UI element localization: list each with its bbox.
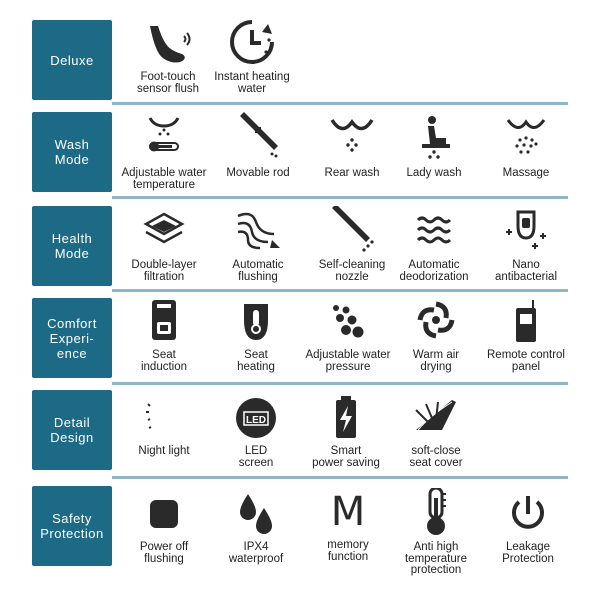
category-comfort-experience: Comfort Experi- ence bbox=[32, 298, 112, 378]
feature-label: Self-cleaning nozzle bbox=[318, 259, 386, 283]
feature-label: Lady wash bbox=[406, 167, 462, 179]
feature-label: IPX4 waterproof bbox=[228, 541, 284, 565]
feature-label: Nano antibacterial bbox=[494, 259, 557, 283]
movable-rod-icon bbox=[234, 112, 282, 160]
row-separator bbox=[112, 196, 568, 199]
feature-label: Automatic deodorization bbox=[399, 259, 469, 283]
feature-label: Anti high temperature protection bbox=[404, 541, 467, 576]
clock-heating-icon bbox=[228, 18, 276, 66]
feature-label: Seat heating bbox=[237, 349, 275, 373]
memory-m-icon: M bbox=[330, 489, 366, 535]
category-detail-design: Detail Design bbox=[32, 390, 112, 470]
feature-label: Instant heating water bbox=[214, 71, 290, 95]
thermometer-spray-icon bbox=[140, 112, 188, 160]
feature-label: Night light bbox=[138, 445, 190, 457]
remote-control-icon bbox=[502, 300, 550, 348]
row-separator bbox=[112, 476, 568, 479]
row-separator bbox=[112, 382, 568, 385]
led-screen-icon bbox=[232, 396, 280, 444]
svg-text:LED: LED bbox=[246, 415, 266, 426]
category-health-mode: Health Mode bbox=[32, 206, 112, 286]
nozzle-icon bbox=[328, 206, 376, 254]
layers-icon bbox=[140, 206, 188, 254]
feature-label: Power off flushing bbox=[139, 541, 189, 565]
water-pressure-icon bbox=[324, 300, 372, 348]
feature-label: LED screen bbox=[238, 445, 274, 469]
warm-air-icon bbox=[412, 300, 460, 348]
feature-label: Adjustable water pressure bbox=[305, 349, 391, 373]
seat-heating-icon bbox=[232, 300, 280, 348]
thermometer-icon bbox=[412, 488, 460, 536]
row-separator bbox=[112, 102, 568, 105]
feature-label: soft-close seat cover bbox=[409, 445, 463, 469]
battery-icon bbox=[322, 396, 370, 444]
row-separator bbox=[112, 289, 568, 292]
moon-icon bbox=[140, 398, 188, 446]
feature-label: Massage bbox=[502, 167, 550, 179]
soft-close-icon bbox=[412, 396, 460, 444]
feature-label: Movable rod bbox=[226, 167, 290, 179]
feature-label: Automatic flushing bbox=[232, 259, 284, 283]
feature-label: Leakage Protection bbox=[502, 541, 554, 565]
feature-label: Double-layer filtration bbox=[131, 259, 197, 283]
feature-label: Warm air drying bbox=[412, 349, 460, 373]
deodorization-icon bbox=[410, 206, 458, 254]
category-deluxe: Deluxe bbox=[32, 20, 112, 100]
feature-label: memory function bbox=[327, 539, 369, 563]
feature-label: Adjustable water temperature bbox=[121, 167, 207, 191]
feature-label: Remote control panel bbox=[487, 349, 565, 373]
flushing-icon bbox=[234, 206, 282, 254]
water-drops-icon bbox=[232, 490, 280, 538]
foot-sensor-icon bbox=[144, 22, 192, 70]
antibacterial-icon bbox=[502, 206, 550, 254]
lady-wash-icon bbox=[410, 114, 458, 162]
category-safety-protection: Safety Protection bbox=[32, 486, 112, 566]
seat-induction-icon bbox=[140, 300, 188, 348]
rear-wash-icon bbox=[328, 114, 376, 162]
feature-label: Rear wash bbox=[324, 167, 380, 179]
category-wash-mode: Wash Mode bbox=[32, 112, 112, 192]
feature-label: Foot-touch sensor flush bbox=[136, 71, 199, 95]
massage-icon bbox=[502, 114, 550, 162]
power-off-square-icon bbox=[140, 492, 188, 540]
power-button-icon bbox=[504, 492, 552, 540]
feature-label: Smart power saving bbox=[312, 445, 380, 469]
feature-label: Seat induction bbox=[140, 349, 188, 373]
